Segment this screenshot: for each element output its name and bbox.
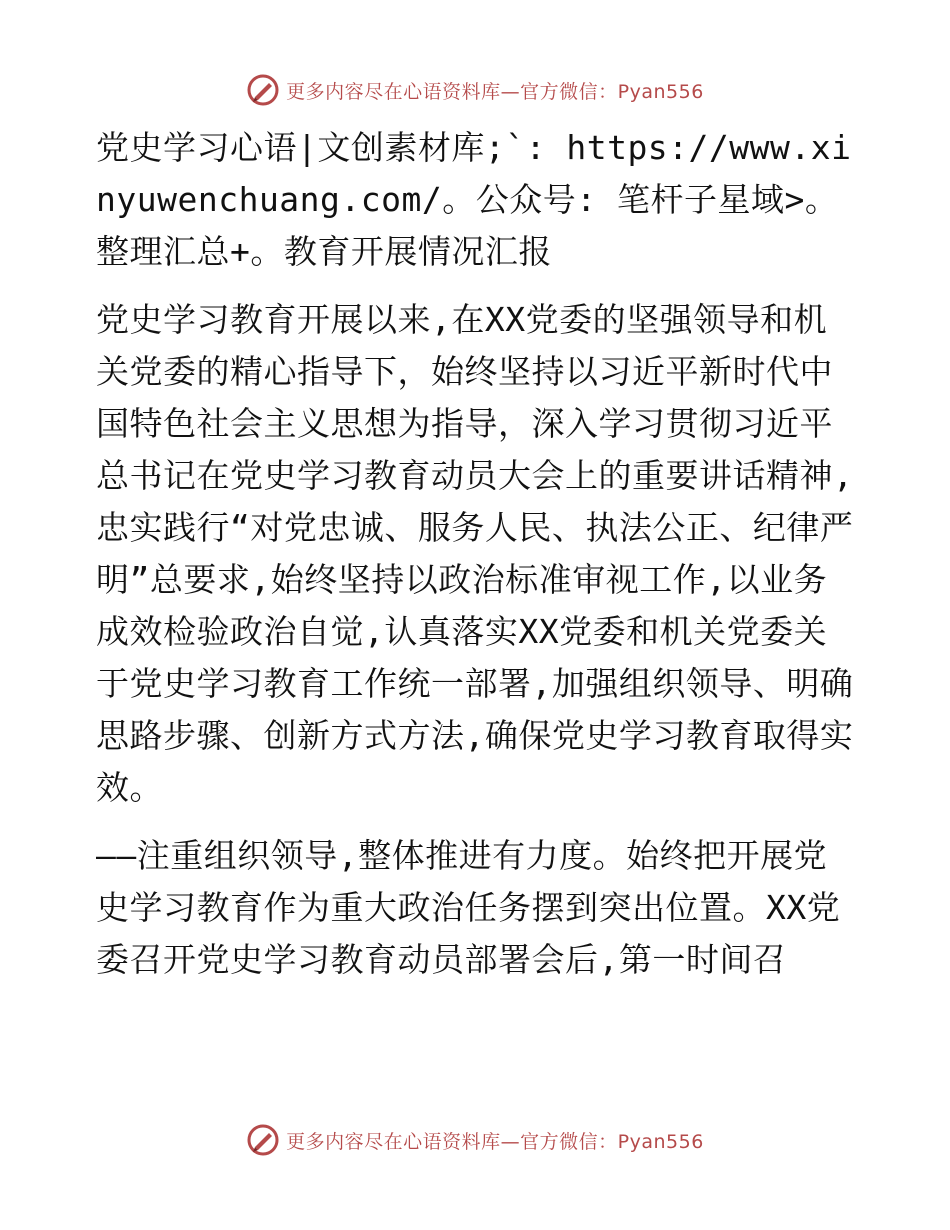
footer-watermark-text: 更多内容尽在心语资料库—官方微信：Pyan556 [286, 1130, 704, 1153]
pen-logo-icon [246, 73, 280, 107]
header-watermark-text: 更多内容尽在心语资料库—官方微信：Pyan556 [286, 80, 704, 103]
document-body [96, 122, 856, 1002]
paragraph-header-info: 党史学习心语|文创素材库;`: https://www.xinyuwenchuang.com/。公众号: 笔杆子星域>。整理汇总+。教育开展情况汇报 [96, 128, 852, 271]
footer-watermark [0, 1120, 950, 1160]
paragraph-organization: ——注重组织领导,整体推进有力度。始终把开展党史学习教育作为重大政治任务摆到突出位置。XX党委召开党史学习教育动员部署会后,第一时间召 [96, 836, 841, 979]
paragraph-intro: 党史学习教育开展以来,在XX党委的坚强领导和机关党委的精心指导下，始终坚持以习近平新时代中国特色社会主义思想为指导，深入学习贯彻习近平总书记在党史学习教育动员大会上的重要讲话精神,忠实践行“对党忠诚、服务人民、执法公正、纪律严明”总要求,始终坚持以政治标准审视工作,以业务成效检验政治自觉,认真落实XX党委和机关党委关于党史学习教育工作统一部署,加强组织领导、明确思路步骤、创新方式方法,确保党史学习教育取得实效。 [96, 300, 854, 807]
header-watermark [0, 70, 950, 110]
pen-logo-icon [246, 1123, 280, 1157]
